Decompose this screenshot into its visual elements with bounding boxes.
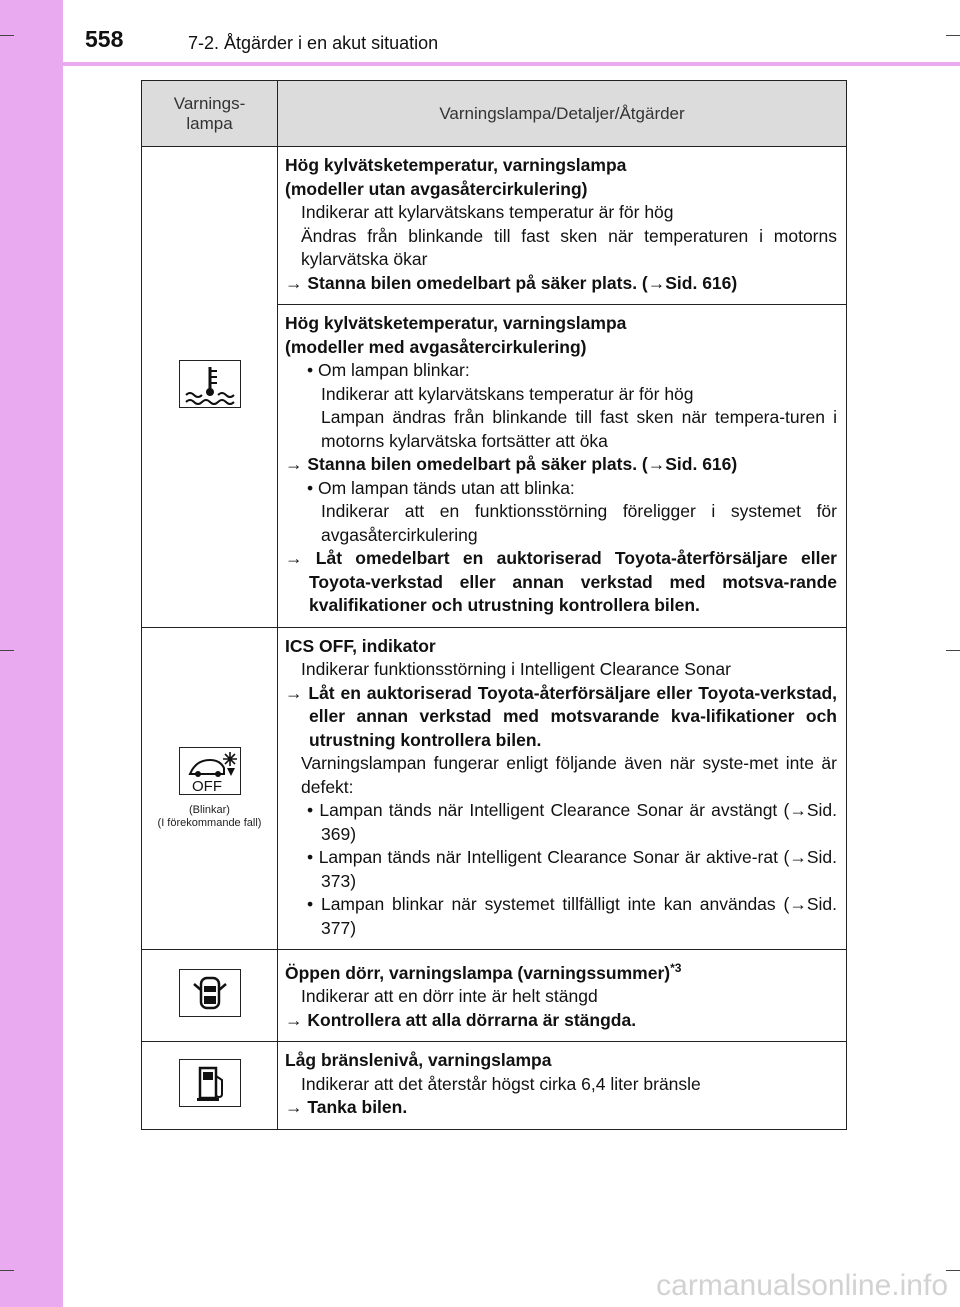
svg-text:OFF: OFF (191, 777, 222, 794)
page-number: 558 (85, 26, 124, 52)
open-door-icon (179, 969, 241, 1017)
table-row (142, 147, 847, 305)
watermark: carmanualsonline.info (656, 1269, 948, 1302)
left-margin-band (0, 0, 63, 1307)
coolant-temperature-icon (179, 360, 241, 408)
crop-mark (0, 650, 14, 651)
icon-note: (Blinkar) (189, 803, 230, 816)
column-header-details: Varningslampa/Detaljer/Åtgärder (278, 81, 847, 147)
row-low-fuel: Låg bränslenivå, varningslampa Indikerar att det återstår högst cirka 6,4 liter bränsle → Tanka bilen. (278, 1042, 847, 1130)
crop-mark (0, 35, 14, 36)
fuel-pump-icon (179, 1059, 241, 1107)
icon-cell (142, 147, 278, 628)
row-ics-off: ICS OFF, indikator Indikerar funktionsstörning i Intelligent Clearance Sonar → Låt en auktoriserad Toyota-återförsäljare eller Toyota-verkstad, eller annan verkstad med motsvarande kva-lifikationer och utrustning kontrollera bilen. Varningslampan fungerar enligt följande även när syste-met inte är defekt: • Lampan tänds när Intelligent Clearance Sonar är avstängt (→Sid. 369) • Lampan tänds när Intelligent Clearance Sonar är aktive-rat (→Sid. 373) • Lampan blinkar när systemet tillfälligt inte kan användas (→Sid. 377) (278, 627, 847, 950)
table-header-row (142, 81, 847, 147)
warning-light-table (141, 80, 847, 1130)
column-header-lamp: Varnings- lampa (142, 81, 278, 147)
table-row (142, 1042, 847, 1130)
crop-mark (0, 1270, 14, 1271)
table-row (142, 950, 847, 1042)
crop-mark (946, 650, 960, 651)
header-rule (63, 62, 960, 66)
row-open-door: Öppen dörr, varningslampa (varningssummer)$^{*3}$ Indikerar att en dörr inte är helt stängd → Kontrollera att alla dörrarna är stängda. (278, 950, 847, 1042)
section-title: 7-2. Åtgärder i en akut situation (188, 33, 439, 53)
crop-mark (946, 1270, 960, 1271)
icon-cell (142, 950, 278, 1042)
icon-cell (142, 627, 278, 950)
row-coolant-egr: Hög kylvätsketemperatur, varningslampa (modeller med avgasåtercirkulering) • Om lampan blinkar: Indikerar att kylarvätskans temperatur är för hög Lampan ändras från blinkande till fast sken när tempera-turen i motorns kylarvätska fortsätter att öka → Stanna bilen omedelbart på säker plats. (→Sid. 616) • Om lampan tänds utan att blinka: Indikerar att en funktionsstörning föreligger i systemet för avgasåtercirkulering → Låt omedelbart en auktoriserad Toyota-återförsäljare eller Toyota-verkstad eller annan verkstad med motsva-rande kvalifikationer och utrustning kontrollera bilen. (278, 305, 847, 628)
ics-off-icon (179, 747, 241, 795)
table-row (142, 627, 847, 950)
crop-mark (946, 35, 960, 36)
icon-cell (142, 1042, 278, 1130)
icon-note: (I förekommande fall) (157, 816, 262, 829)
row-coolant-no-egr: Hög kylvätsketemperatur, varningslampa (modeller utan avgasåtercirkulering) Indikerar att kylarvätskans temperatur är för hög Ändras från blinkande till fast sken när temperaturen i motorns kylarvätska ökar → Stanna bilen omedelbart på säker plats. (→Sid. 616) (278, 147, 847, 305)
